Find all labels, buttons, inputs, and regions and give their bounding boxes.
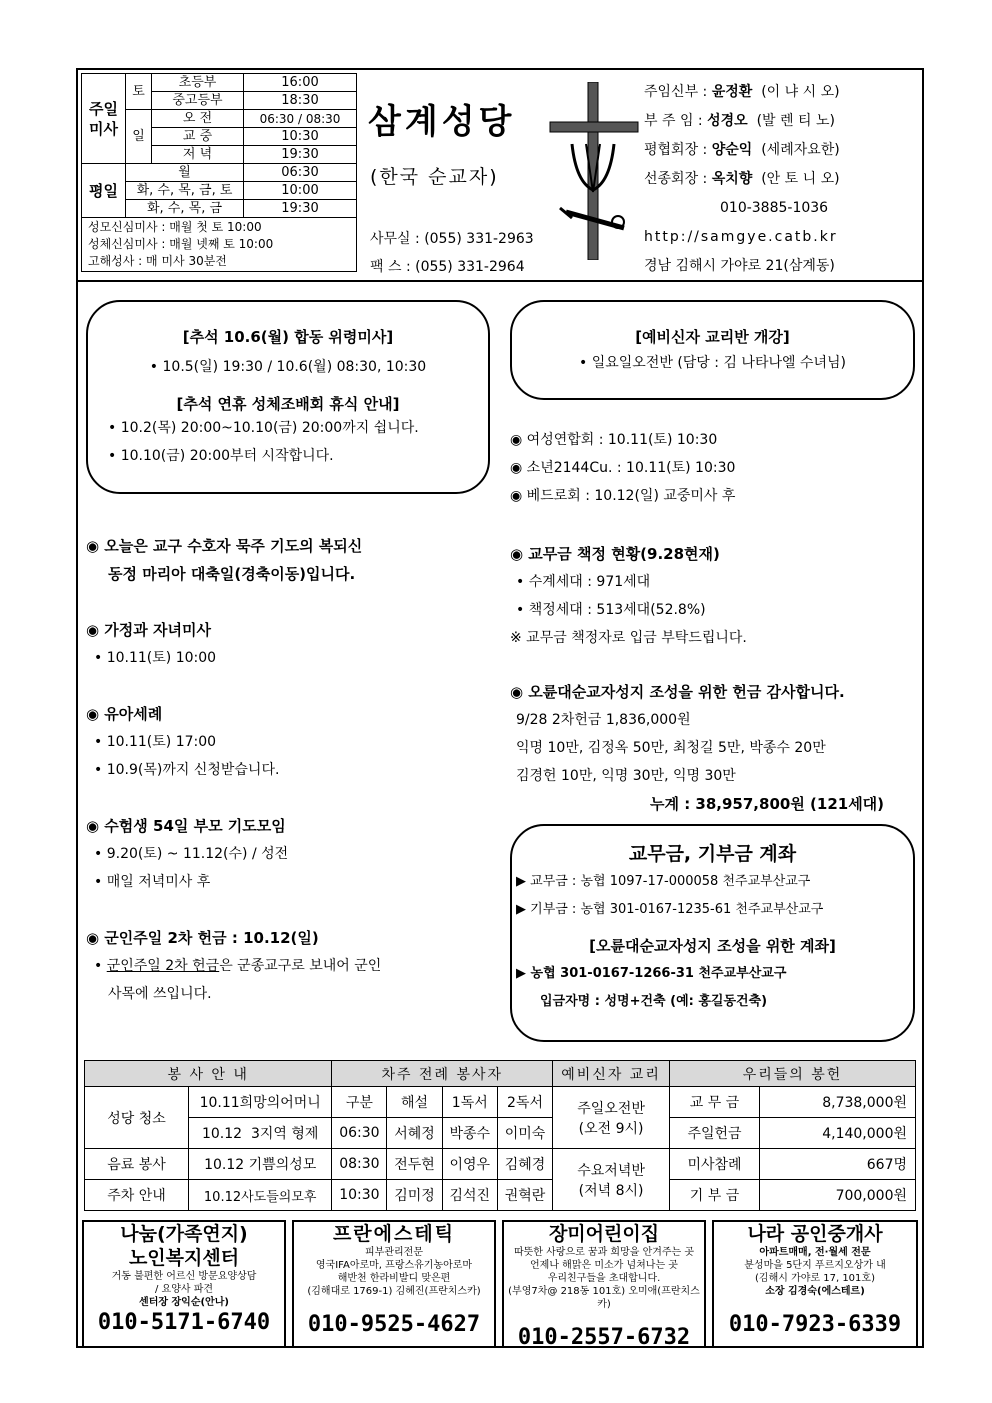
church-title: 삼계성당	[368, 102, 516, 142]
staff-list	[644, 78, 840, 281]
feast-heading: ◉ 오늘은 교구 수호자 묵주 기도의 복되신	[86, 537, 363, 555]
dues-heading: ◉ 교무금 책정 현황(9.28현재)	[510, 545, 720, 563]
account-line: ▶ 농협 301-0167-1266-31 천주교부산교구	[516, 966, 787, 981]
mass-note: 성체신심미사 : 매월 넷째 토 10:00	[88, 237, 274, 251]
account-line: ▶ 기부금 : 농협 301-0167-1235-61 천주교부산교구	[516, 902, 824, 917]
family-mass-heading: ◉ 가정과 자녀미사	[86, 621, 211, 639]
military-collection-heading: ◉ 군인주일 2차 헌금 : 10.12(일)	[86, 929, 319, 947]
dues-line: • 책정세대 : 513세대(52.8%)	[510, 596, 884, 624]
ad-realestate: 나라 공인중개사 아파트매매, 전·월세 전문 분성마을 5단지 푸르지오상가 내 (김해시 가야로 17, 101호) 소장 김경숙(에스테르) 010-7923-6339	[712, 1220, 918, 1348]
accounts-title: [오륜대순교자성지 조성을 위한 계좌]	[589, 937, 836, 955]
catechumen-box	[510, 300, 915, 400]
sunday-mass-label: 주일 미사	[82, 74, 126, 164]
catechism-class: 주일오전반 (오전 9시)	[553, 1087, 670, 1149]
mass-time: 10:00	[244, 182, 357, 200]
dues-request: ※ 교무금 책정자로 입금 부탁드립니다.	[510, 630, 747, 646]
fax-number: 팩 스 : (055) 331-2964	[370, 259, 525, 275]
table-row: 10.12 3지역 형제	[189, 1118, 332, 1149]
table-header: 예비신자 교리	[553, 1061, 670, 1087]
mass-name: 월	[126, 164, 244, 182]
mass-schedule	[81, 73, 357, 272]
left-notices	[86, 532, 381, 1008]
meeting-item: ◉ 베드로회 : 10.12(일) 교중미사 후	[510, 488, 736, 504]
website-url[interactable]: http://samgye.catb.kr	[644, 229, 838, 245]
service-category: 주차 안내	[85, 1180, 189, 1211]
feast-heading: 동정 마리아 대축일(경축이동)입니다.	[108, 565, 356, 583]
military-collection-line: 사목에 쓰입니다.	[108, 986, 212, 1002]
staff-row: 부 주 임 : 성경오 (발 렌 티 노)	[644, 113, 835, 129]
ad-esthetic: 프란에스테틱 피부관리전문 영국IFA아로마, 프랑스유기농아로마 해반천 한라비발디 맞은편 (김해대로 1769-1) 김혜진(프란치스카) 010-9525-4627	[292, 1220, 496, 1348]
header-divider	[78, 280, 922, 282]
offering-value: 667명	[760, 1149, 916, 1180]
table-cell: 권혁란	[497, 1180, 552, 1211]
offering-label: 주일헌금	[670, 1118, 760, 1149]
baptism-line: • 10.9(목)까지 신청받습니다.	[86, 756, 381, 784]
table-header: 봉 사 안 내	[85, 1061, 332, 1087]
right-notices	[510, 540, 884, 818]
exam-prayer-heading: ◉ 수험생 54일 부모 기도모임	[86, 817, 286, 835]
table-cell: 1독서	[442, 1087, 497, 1118]
catechumen-title: [예비신자 교리반 개강]	[635, 328, 790, 346]
ad-nursing-center: 나눔(가족연지) 노인복지센터 거동 불편한 어르신 방문요양상담 / 요양사 파견 센터장 장익순(안나) 010-5171-6740	[82, 1220, 286, 1348]
table-cell: 10:30	[332, 1180, 387, 1211]
ad-daycare: 장미어린이집 따뜻한 사랑으로 꿈과 희망을 안겨주는 곳 언제나 해맑은 미소가 넘쳐나는 곳 우리친구들을 초대합니다. (부영7차@ 218동 101호) 오미애(프란치스카) 010-2557-6732	[502, 1220, 706, 1348]
mass-note: 고해성사 : 매 미사 30분전	[88, 254, 227, 268]
donation-thanks-heading: ◉ 오륜대순교자성지 조성을 위한 헌금 감사합니다.	[510, 683, 845, 701]
mass-name: 화, 수, 목, 금, 토	[126, 182, 244, 200]
mass-name: 오 전	[152, 110, 244, 128]
staff-phone: 010-3885-1036	[720, 200, 829, 216]
mass-time: 16:00	[244, 74, 357, 92]
baptism-heading: ◉ 유아세례	[86, 705, 163, 723]
donation-line: 익명 10만, 김정옥 50만, 최청길 5만, 박종수 20만	[516, 740, 826, 756]
account-line: ▶ 교무금 : 농협 1097-17-000058 천주교부산교구	[516, 874, 811, 889]
mass-time: 10:30	[244, 128, 357, 146]
table-cell: 김미정	[387, 1180, 442, 1211]
mass-name: 초등부	[152, 74, 244, 92]
table-cell: 김혜경	[497, 1149, 552, 1180]
bank-accounts-box	[510, 824, 915, 1042]
weekday-mass-label: 평일	[82, 164, 126, 218]
chuseok-line: • 10.5(일) 19:30 / 10.6(월) 08:30, 10:30	[88, 353, 488, 381]
table-cell: 구분	[332, 1087, 387, 1118]
mass-name: 저 녁	[152, 146, 244, 164]
catechumen-line: • 일요일오전반 (담당 : 김 나타나엘 수녀님)	[512, 349, 913, 377]
mass-name: 화, 수, 목, 금	[126, 200, 244, 218]
donation-line: 김경헌 10만, 익명 30만, 익명 30만	[516, 768, 736, 784]
offering-label: 미사참례	[670, 1149, 760, 1180]
sunday-cell: 일	[126, 110, 152, 164]
church-address: 경남 김해시 가야로 21(삼계동)	[644, 258, 835, 274]
mass-time: 19:30	[244, 200, 357, 218]
table-header: 차주 전례 봉사자	[332, 1061, 553, 1087]
meetings-list	[510, 426, 735, 510]
family-mass-line: • 10.11(토) 10:00	[86, 644, 381, 672]
mass-name: 중고등부	[152, 92, 244, 110]
cross-sword-icon	[546, 82, 642, 260]
table-row: 10.12 기쁨의성모	[189, 1149, 332, 1180]
church-subtitle: (한국 순교자)	[370, 166, 499, 188]
staff-row: 주임신부 : 윤정환 (이 냐 시 오)	[644, 84, 840, 100]
meeting-item: ◉ 여성연합회 : 10.11(토) 10:30	[510, 432, 718, 448]
table-cell: 김석진	[442, 1180, 497, 1211]
donation-line: 9/28 2차헌금 1,836,000원	[516, 712, 691, 728]
offering-value: 700,000원	[760, 1180, 916, 1211]
account-depositor-note: 입금자명 : 성명+건축 (예: 홍길동건축)	[540, 994, 768, 1009]
baptism-line: • 10.11(토) 17:00	[86, 728, 381, 756]
saturday-cell: 토	[126, 74, 152, 110]
mass-time: 19:30	[244, 146, 357, 164]
offering-label: 기 부 금	[670, 1180, 760, 1211]
catechism-class: 수요저녁반 (저녁 8시)	[553, 1149, 670, 1211]
mass-notes	[81, 218, 357, 272]
offering-value: 4,140,000원	[760, 1118, 916, 1149]
table-cell: 08:30	[332, 1149, 387, 1180]
service-table	[84, 1060, 916, 1211]
mass-time: 06:30	[244, 164, 357, 182]
exam-prayer-line: • 매일 저녁미사 후	[86, 868, 381, 896]
mass-name: 교 중	[152, 128, 244, 146]
chuseok-notice-box	[86, 300, 490, 494]
table-cell: 이영우	[442, 1149, 497, 1180]
table-cell: 서혜정	[387, 1118, 442, 1149]
offering-value: 8,738,000원	[760, 1087, 916, 1118]
exam-prayer-line: • 9.20(토) ~ 11.12(수) / 성전	[86, 840, 381, 868]
table-row: 10.11희망의어머니	[189, 1087, 332, 1118]
table-header: 우리들의 봉헌	[670, 1061, 916, 1087]
military-collection-line: • 군인주일 2차 헌금은 군종교구로 보내어 군인	[86, 952, 381, 980]
adoration-title: [추석 연휴 성체조배회 휴식 안내]	[176, 395, 400, 413]
accounts-title: 교무금, 기부금 계좌	[628, 843, 797, 865]
table-cell: 이미숙	[497, 1118, 552, 1149]
staff-row: 평협회장 : 양순익 (세례자요한)	[644, 142, 840, 158]
dues-line: • 수계세대 : 971세대	[510, 568, 884, 596]
service-category: 성당 청소	[85, 1087, 189, 1149]
offering-label: 교 무 금	[670, 1087, 760, 1118]
office-phone: 사무실 : (055) 331-2963	[370, 231, 534, 247]
table-cell: 전두현	[387, 1149, 442, 1180]
table-cell: 박종수	[442, 1118, 497, 1149]
adoration-line: • 10.10(금) 20:00부터 시작합니다.	[88, 442, 488, 470]
staff-row: 선종회장 : 옥치향 (안 토 니 오)	[644, 171, 840, 187]
meeting-item: ◉ 소년2144Cu. : 10.11(토) 10:30	[510, 460, 736, 476]
bulletin-page	[76, 68, 924, 1348]
mass-note: 성모신심미사 : 매월 첫 토 10:00	[88, 220, 262, 234]
mass-time: 18:30	[244, 92, 357, 110]
chuseok-title: [추석 10.6(월) 합동 위령미사]	[182, 328, 394, 346]
service-category: 음료 봉사	[85, 1149, 189, 1180]
mass-time: 06:30 / 08:30	[244, 110, 357, 128]
donation-total: 누계 : 38,957,800원 (121세대)	[650, 795, 885, 813]
table-row: 10.12사도들의모후	[189, 1180, 332, 1211]
adoration-line: • 10.2(목) 20:00~10.10(금) 20:00까지 쉽니다.	[88, 414, 488, 442]
table-cell: 2독서	[497, 1087, 552, 1118]
table-cell: 06:30	[332, 1118, 387, 1149]
table-cell: 해설	[387, 1087, 442, 1118]
